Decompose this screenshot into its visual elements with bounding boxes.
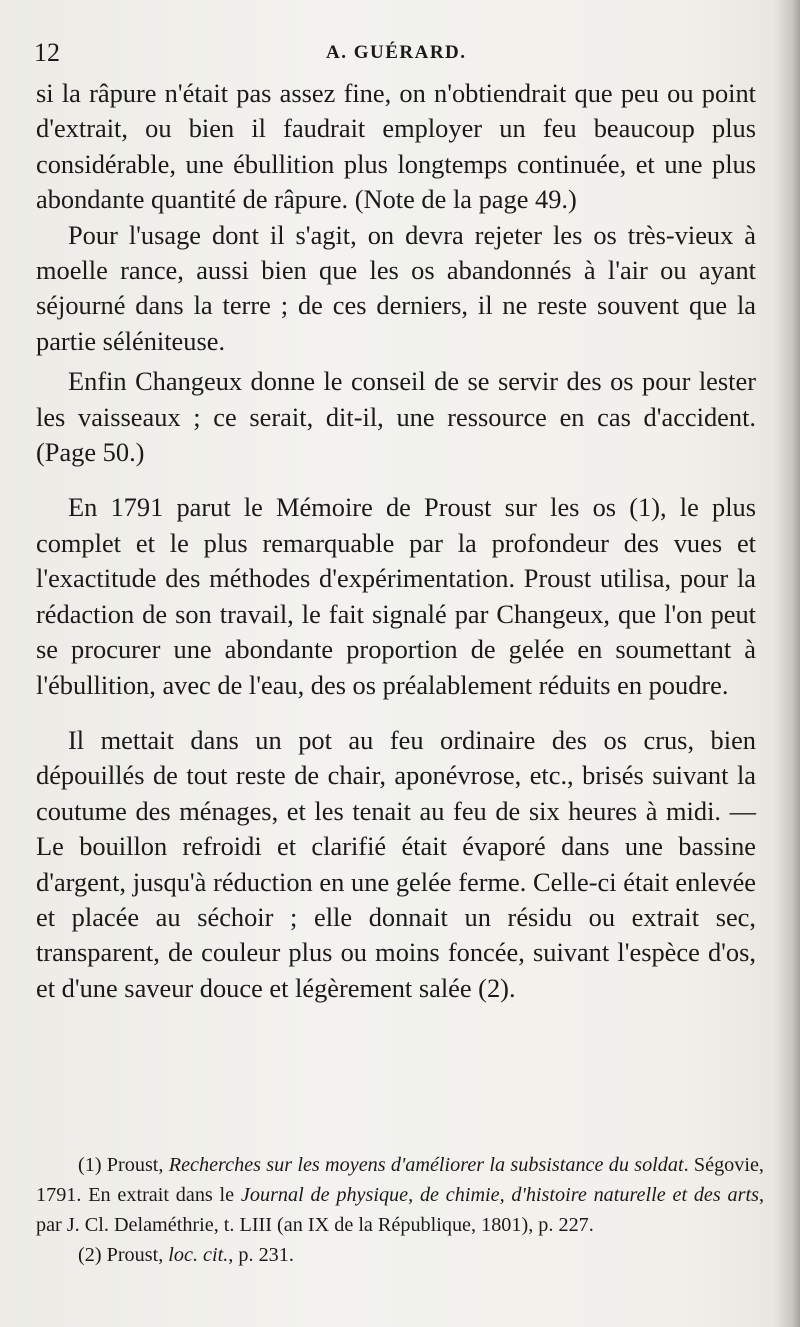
footnote-2 xyxy=(36,1240,764,1270)
body-text xyxy=(36,76,756,1006)
paragraph: Pour l'usage dont il s'agit, on devra rejeter les os très-vieux à moelle rance, aussi bien que les os abandonnés à l'air ou ayant séjourné dans la terre ; de ces derniers, il ne reste souvent que la partie séléniteuse. xyxy=(36,219,756,356)
paragraph: Enfin Changeux donne le conseil de se servir des os pour lester les vaisseaux ; ce serait, dit-il, une ressource en cas d'accident. (Page 50.) xyxy=(36,366,756,468)
footnotes xyxy=(36,1150,764,1270)
running-head xyxy=(34,38,764,68)
footnote-1-journal: Journal de physique, de chimie, d'histoire naturelle et des arts xyxy=(240,1184,759,1206)
footnote-2-text: , p. 231. xyxy=(228,1244,294,1266)
page-number: 12 xyxy=(34,38,60,67)
footnote-1-title: Recherches sur les moyens d'améliorer la subsistance du soldat xyxy=(168,1154,684,1176)
page-gutter-shadow xyxy=(774,0,800,1327)
footnote-1-marker: (1) Proust, xyxy=(78,1154,169,1176)
running-title: A. GUÉRARD. xyxy=(326,42,467,63)
footnote-1-text: . Ségovie, 1791. En extrait dans le xyxy=(36,1154,764,1206)
paragraph-continuation: si la râpure n'était pas assez fine, on n'obtiendrait que peu ou point d'extrait, ou bien il faudrait employer un feu beaucoup plus considérable, une ébullition plus longtemps continuée, et une plus abondante quantité de râpure. (Note de la page 49.) xyxy=(36,78,756,215)
paragraph: En 1791 parut le Mémoire de Proust sur les os (1), le plus complet et le plus remarquable par la profondeur des vues et l'exactitude des méthodes d'expérimentation. Proust utilisa, pour la rédaction de son travail, le fait signalé par Changeux, que l'on peut se procurer une abondante proportion de gelée en soumettant à l'ébullition, avec de l'eau, des os préalablement réduits en poudre. xyxy=(36,492,756,700)
footnote-1 xyxy=(36,1150,764,1240)
paragraph: Il mettait dans un pot au feu ordinaire des os crus, bien dépouillés de tout reste de chair, aponévrose, etc., brisés suivant la coutume des ménages, et les tenait au feu de six heures à midi. — Le bouillon refroidi et clarifié était évaporé dans une bassine d'argent, jusqu'à réduction en une gelée ferme. Celle-ci était enlevée et placée au séchoir ; elle donnait un résidu ou extrait sec, transparent, de couleur plus ou moins foncée, suivant l'espèce d'os, et d'une saveur douce et légèrement salée (2). xyxy=(36,724,756,1003)
footnote-2-loc: loc. cit. xyxy=(168,1244,229,1266)
footnote-1-text-end: , par J. Cl. Delaméthrie, t. LIII (an IX de la République, 1801), p. 227. xyxy=(36,1184,764,1236)
footnote-2-marker: (2) Proust, xyxy=(78,1244,169,1266)
